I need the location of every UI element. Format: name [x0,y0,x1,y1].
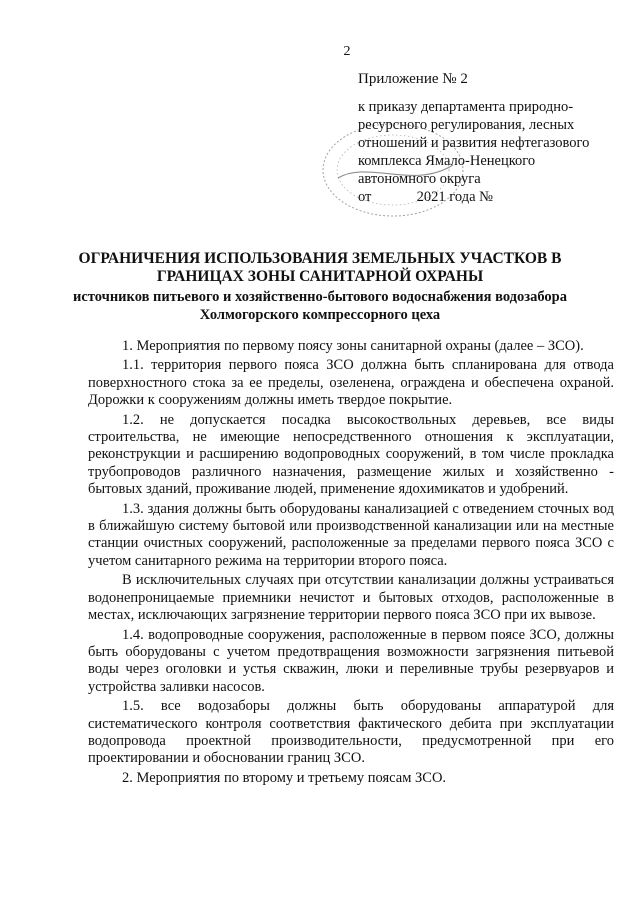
appendix-line: ресурсного регулирования, лесных [358,117,575,133]
date-middle: 2021 года № [416,189,493,205]
date-prefix: от [358,189,372,205]
paragraph: 1.1. территория первого пояса ЗСО должна быть спланирована для отвода поверхностного стока за ее пределы, озеленена, ограждена и обеспечена охраной. Дорожки к сооружениям должны иметь твердое покрытие. [88,357,614,409]
appendix-block [358,70,618,206]
paragraph: 1. Мероприятия по первому поясу зоны санитарной охраны (далее – ЗСО). [122,338,584,354]
appendix-line: отношений и развития нефтегазового [358,135,590,151]
page-number: 2 [343,44,351,59]
order-date-line [358,188,618,206]
appendix-line: комплекса Ямало-Ненецкого [358,153,536,169]
paragraph: 1.3. здания должны быть оборудованы канализацией с отведением сточных вод в ближайшую систему бытовой или производственной канализации или на местные станции очистных сооружений, расположенные за пределами первого пояса ЗСО с учетом санитарного режима на территории второго пояса. [88,500,614,569]
document-body [88,338,614,789]
subtitle-line: Холмогорского компрессорного цеха [199,307,441,323]
document-title [40,250,600,286]
paragraph: 1.4. водопроводные сооружения, расположенные в первом поясе ЗСО, должны быть оборудованы с учетом предотвращения возможности загрязнения питьевой воды через оголовки и устья скважин, люки и переливные трубы резервуаров и устройства заливки насосов. [88,626,614,695]
paragraph: 1.5. все водозаборы должны быть оборудованы аппаратурой для систематического контроля соответствия фактического дебита при эксплуатации водопровода проектной производительности, предусмотренной при его проектировании и обосновании границ ЗСО. [88,698,614,767]
appendix-title: Приложение № 2 [358,71,468,87]
subtitle-line: источников питьевого и хозяйственно-бытового водоснабжения водозабора [73,289,567,305]
document-subtitle [40,288,600,324]
paragraph: В исключительных случаях при отсутствии канализации должны устраиваться водонепроницаемые приемники нечистот и бытовых отходов, расположенные в местах, исключающих загрязнение территории первого пояса ЗСО при их вывозе. [88,572,614,624]
paragraph: 2. Мероприятия по второму и третьему поясам ЗСО. [122,769,447,786]
appendix-line: автономного округа [358,171,481,187]
appendix-line: к приказу департамента природно- [358,99,574,115]
title-line: ОГРАНИЧЕНИЯ ИСПОЛЬЗОВАНИЯ ЗЕМЕЛЬНЫХ УЧАСТКОВ В [78,250,562,267]
paragraph: 1.2. не допускается посадка высокоствольных деревьев, все виды строительства, не имеющие непосредственного отношения к эксплуатации, реконструкции и расширению водопроводных сооружений, в том числе прокладка трубопроводов различного назначения, размещение жилых и хозяйственно - бытовых зданий, проживание людей, применение ядохимикатов и удобрений. [88,411,614,498]
title-line: ГРАНИЦАХ ЗОНЫ САНИТАРНОЙ ОХРАНЫ [156,268,484,285]
